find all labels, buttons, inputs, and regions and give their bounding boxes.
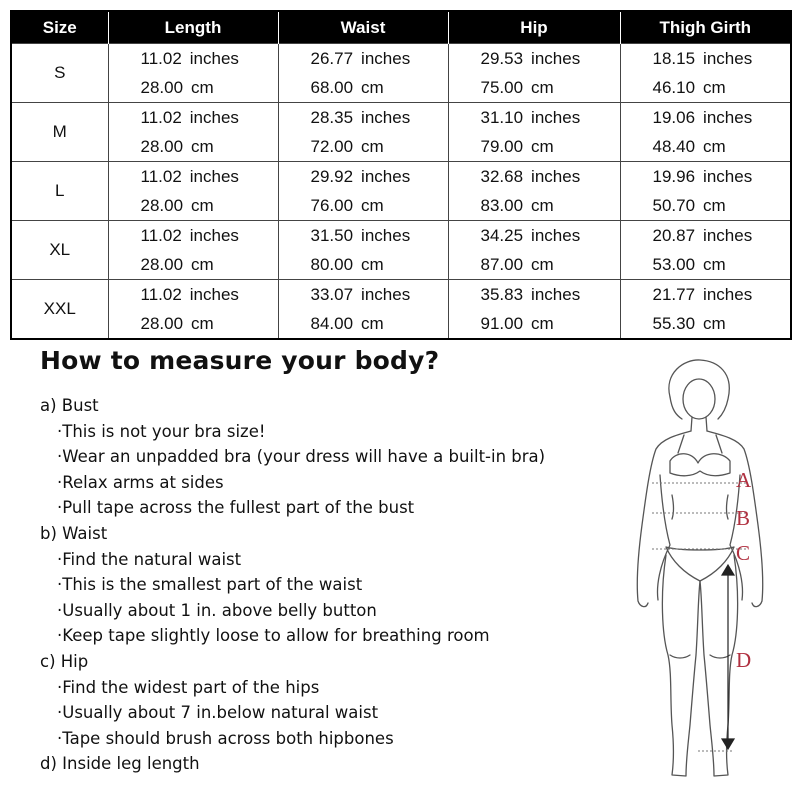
measure-unit: inches: [189, 226, 239, 245]
instruction-item: ·Find the natural waist: [57, 549, 242, 569]
arrow-down-icon: [722, 739, 734, 749]
column-header: Length: [108, 11, 278, 44]
table-row: [11, 44, 791, 103]
measure-unit: cm: [361, 196, 384, 215]
measure-unit: inches: [531, 167, 581, 186]
measure-number: 68.00: [310, 78, 354, 97]
measure-number: 50.70: [652, 196, 696, 215]
inches-value: [141, 103, 278, 132]
measure-unit: cm: [191, 314, 214, 333]
measure-unit: cm: [361, 255, 384, 274]
measure-number: 75.00: [480, 78, 524, 97]
section-heading: c) Hip: [40, 651, 89, 671]
cm-value: [481, 191, 620, 220]
measure-unit: cm: [531, 255, 554, 274]
instruction-item: ·Relax arms at sides: [57, 472, 224, 492]
measurement-cell: [620, 44, 791, 103]
measure-number: 87.00: [480, 255, 524, 274]
instruction-item: ·Pull tape across the fullest part of the bust: [57, 498, 415, 518]
column-header: Hip: [448, 11, 620, 44]
size-label: L: [11, 162, 108, 221]
measure-unit: cm: [361, 137, 384, 156]
measure-unit: cm: [531, 137, 554, 156]
measure-unit: inches: [703, 167, 753, 186]
measure-unit: inches: [361, 167, 411, 186]
measure-unit: inches: [531, 285, 581, 304]
cm-value: [653, 132, 791, 161]
arrow-up-icon: [722, 565, 734, 575]
column-header: Waist: [278, 11, 448, 44]
measure-number: 11.02: [140, 226, 182, 245]
measure-unit: inches: [703, 285, 753, 304]
measure-number: 11.02: [140, 108, 182, 127]
inches-value: [653, 280, 791, 309]
measure-number: 28.00: [140, 314, 184, 333]
measurement-cell: [448, 162, 620, 221]
size-label: M: [11, 103, 108, 162]
table-row: [11, 162, 791, 221]
instruction-item: ·This is the smallest part of the waist: [57, 575, 363, 595]
cm-value: [141, 309, 278, 338]
measuring-instructions: [40, 393, 610, 777]
measure-number: 31.50: [310, 226, 354, 245]
measure-number: 29.53: [480, 49, 524, 68]
inches-value: [311, 44, 448, 73]
marker-d-label: D: [736, 648, 752, 672]
measure-unit: inches: [361, 108, 411, 127]
measurement-cell: [620, 162, 791, 221]
size-chart-table: [10, 10, 792, 340]
guide-title: How to measure your body?: [40, 346, 440, 375]
measure-unit: cm: [191, 78, 214, 97]
measure-number: 76.00: [310, 196, 354, 215]
instruction-item: ·Tape should brush across both hipbones: [57, 728, 394, 748]
cm-value: [481, 309, 620, 338]
inches-value: [141, 162, 278, 191]
inches-value: [141, 44, 278, 73]
measure-number: 28.35: [310, 108, 354, 127]
instruction-item: ·Keep tape slightly loose to allow for breathing room: [57, 626, 490, 646]
cm-value: [311, 250, 448, 279]
measurement-cell: [278, 44, 448, 103]
measurement-cell: [108, 280, 278, 340]
inches-value: [141, 280, 278, 309]
measure-number: 53.00: [652, 255, 696, 274]
measurement-cell: [108, 162, 278, 221]
measure-unit: cm: [703, 137, 726, 156]
measure-number: 31.10: [480, 108, 524, 127]
cm-value: [141, 191, 278, 220]
inches-value: [311, 103, 448, 132]
measure-number: 80.00: [310, 255, 354, 274]
measure-number: 21.77: [652, 285, 696, 304]
measure-unit: cm: [531, 78, 554, 97]
measure-unit: inches: [361, 226, 411, 245]
measure-number: 91.00: [480, 314, 524, 333]
measure-number: 19.06: [652, 108, 696, 127]
measure-number: 11.02: [140, 49, 182, 68]
measure-unit: inches: [189, 285, 239, 304]
measure-unit: cm: [703, 314, 726, 333]
measure-number: 18.15: [652, 49, 696, 68]
table-row: [11, 280, 791, 340]
measure-number: 35.83: [480, 285, 524, 304]
measurement-cell: [108, 103, 278, 162]
size-label: XL: [11, 221, 108, 280]
cm-value: [481, 132, 620, 161]
measure-number: 33.07: [310, 285, 354, 304]
measure-number: 28.00: [140, 78, 184, 97]
column-header: Thigh Girth: [620, 11, 791, 44]
measure-number: 34.25: [480, 226, 524, 245]
measurement-cell: [448, 280, 620, 340]
size-label: S: [11, 44, 108, 103]
measure-unit: inches: [531, 108, 581, 127]
measure-number: 32.68: [480, 167, 524, 186]
inches-value: [481, 221, 620, 250]
body-measurement-figure: [600, 355, 800, 785]
measure-unit: cm: [531, 314, 554, 333]
inches-value: [653, 103, 791, 132]
instruction-item: ·Usually about 7 in.below natural waist: [57, 703, 379, 723]
inches-value: [653, 162, 791, 191]
table-row: [11, 221, 791, 280]
cm-value: [311, 73, 448, 102]
section-heading: a) Bust: [40, 396, 99, 415]
measure-number: 26.77: [310, 49, 354, 68]
measure-unit: cm: [703, 255, 726, 274]
measure-unit: inches: [703, 226, 753, 245]
instruction-item: ·Wear an unpadded bra (your dress will have a built-in bra): [57, 447, 546, 467]
measurement-cell: [448, 103, 620, 162]
measurement-cell: [448, 221, 620, 280]
inches-value: [311, 280, 448, 309]
cm-value: [311, 309, 448, 338]
cm-value: [311, 132, 448, 161]
measure-number: 20.87: [652, 226, 696, 245]
measure-number: 46.10: [652, 78, 696, 97]
measure-unit: cm: [361, 78, 384, 97]
cm-value: [653, 250, 791, 279]
measure-number: 29.92: [310, 167, 354, 186]
measure-unit: cm: [191, 137, 214, 156]
measure-number: 11.02: [140, 167, 182, 186]
marker-b-label: B: [736, 506, 751, 530]
instruction-item: ·This is not your bra size!: [57, 421, 266, 441]
inches-value: [311, 162, 448, 191]
measurement-cell: [278, 162, 448, 221]
cm-value: [141, 73, 278, 102]
inches-value: [653, 44, 791, 73]
measure-number: 28.00: [140, 137, 184, 156]
measure-unit: inches: [703, 49, 753, 68]
measure-number: 11.02: [140, 285, 182, 304]
measure-unit: cm: [191, 196, 214, 215]
cm-value: [653, 73, 791, 102]
inches-value: [481, 44, 620, 73]
measurement-cell: [278, 221, 448, 280]
measure-unit: inches: [189, 167, 239, 186]
cm-value: [141, 132, 278, 161]
column-header: Size: [11, 11, 108, 44]
measurement-cell: [108, 221, 278, 280]
measure-unit: cm: [531, 196, 554, 215]
measurement-cell: [448, 44, 620, 103]
measure-number: 84.00: [310, 314, 354, 333]
cm-value: [481, 73, 620, 102]
measure-unit: inches: [703, 108, 753, 127]
measurement-cell: [620, 280, 791, 340]
measure-unit: cm: [361, 314, 384, 333]
measurement-cell: [278, 103, 448, 162]
instruction-item: ·Find the widest part of the hips: [57, 677, 320, 697]
measure-number: 55.30: [652, 314, 696, 333]
cm-value: [653, 191, 791, 220]
inches-value: [311, 221, 448, 250]
inches-value: [481, 103, 620, 132]
measure-unit: inches: [189, 108, 239, 127]
measure-unit: inches: [361, 49, 411, 68]
measure-unit: cm: [703, 196, 726, 215]
table-row: [11, 103, 791, 162]
measure-unit: inches: [531, 226, 581, 245]
cm-value: [141, 250, 278, 279]
measurement-cell: [620, 103, 791, 162]
cm-value: [653, 309, 791, 338]
cm-value: [311, 191, 448, 220]
measure-unit: cm: [703, 78, 726, 97]
cm-value: [481, 250, 620, 279]
inches-value: [141, 221, 278, 250]
instruction-item: ·Usually about 1 in. above belly button: [57, 600, 377, 620]
measure-unit: inches: [531, 49, 581, 68]
measure-number: 28.00: [140, 255, 184, 274]
measure-number: 19.96: [652, 167, 696, 186]
inches-value: [481, 162, 620, 191]
size-label: XXL: [11, 280, 108, 340]
section-heading: d) Inside leg length: [40, 754, 200, 774]
measure-number: 83.00: [480, 196, 524, 215]
measure-unit: inches: [361, 285, 411, 304]
measure-number: 28.00: [140, 196, 184, 215]
measurement-cell: [108, 44, 278, 103]
inches-value: [481, 280, 620, 309]
measure-number: 48.40: [652, 137, 696, 156]
marker-a-label: A: [736, 468, 752, 492]
inches-value: [653, 221, 791, 250]
measure-number: 79.00: [480, 137, 524, 156]
measure-unit: cm: [191, 255, 214, 274]
marker-c-label: C: [736, 541, 751, 565]
measure-unit: inches: [189, 49, 239, 68]
body-outline-illustration: [600, 355, 800, 785]
measurement-cell: [278, 280, 448, 340]
size-chart-header: [11, 11, 791, 44]
measurement-cell: [620, 221, 791, 280]
measure-number: 72.00: [310, 137, 354, 156]
section-heading: b) Waist: [40, 523, 108, 543]
size-chart-body: [11, 44, 791, 340]
